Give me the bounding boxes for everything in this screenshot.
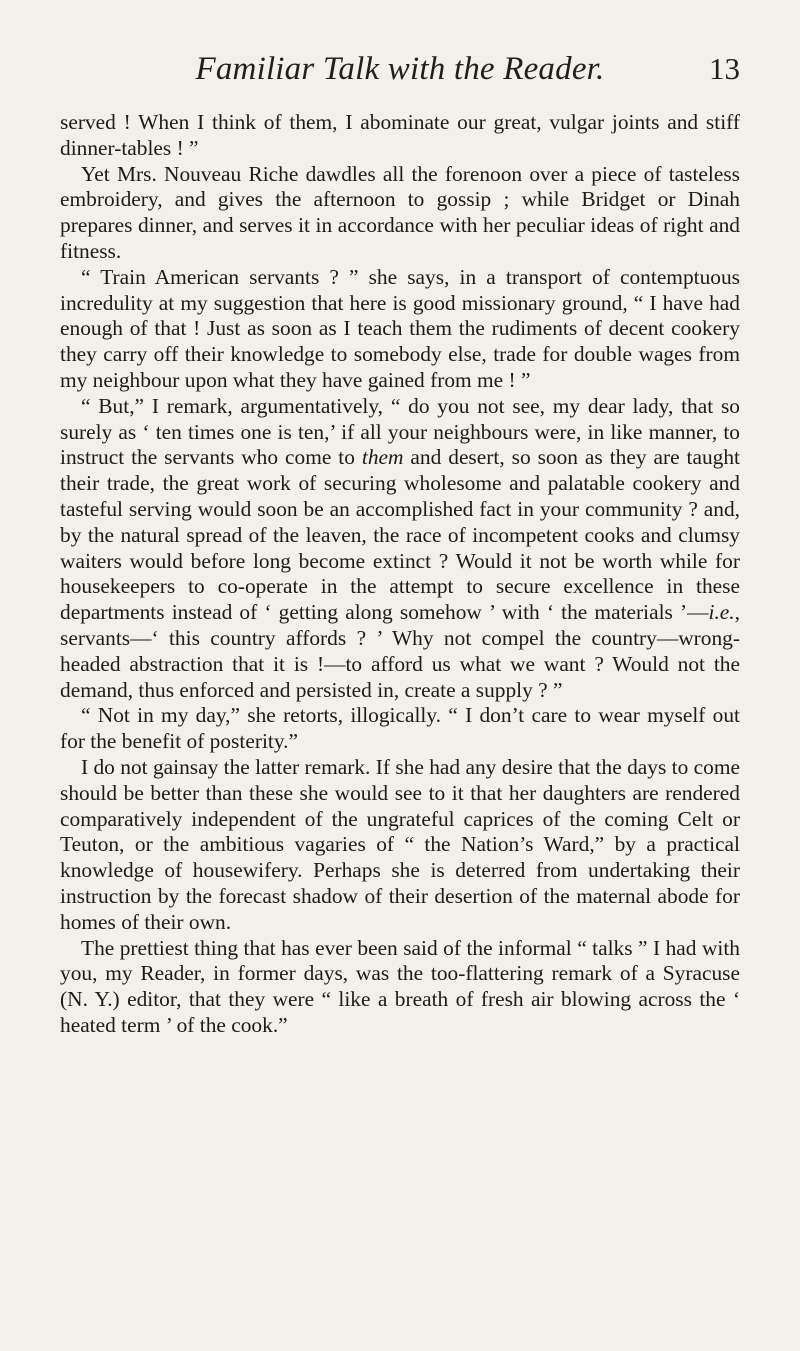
paragraph [60,162,740,265]
paragraph [60,110,740,162]
text-segment: and desert, so soon as they are taught their trade, the great work of securing wholesome and palatable cookery and tasteful serving would soon be an accomplished fact in your community ? and, by the natural spread of the leaven, the race of incompetent cooks and clumsy waiters would before long become extinct ? Would it not be worth while for housekeepers to co-operate in the attempt to secure excellence in these departments instead of ‘ getting along somehow ’ with ‘ the materials ’— [60,445,740,625]
text-segment: “ Not in my day,” she retorts, illogically. “ I don’t care to wear myself out for the benefit of posterity.” [60,703,740,754]
text-segment: The prettiest thing that has ever been said of the informal “ talks ” I had with you, my Reader, in former days, was the too-flattering remark of a Syracuse (N. Y.) editor, that they were “ like a breath of fresh air blowing across the ‘ heated term ’ of the cook.” [60,935,740,1037]
text-segment: , servants—‘ this country affords ? ’ Why not compel the country—wrong-headed abstraction that it is !—to afford us what we want ? Would not the demand, thus enforced and persisted in, create a supply ? ” [60,600,740,702]
paragraph [60,703,740,755]
text-segment: Yet Mrs. Nouveau Riche dawdles all the forenoon over a piece of tasteless embroidery, and gives the afternoon to gossip ; while Bridget or Dinah prepares dinner, and serves it in accordance with her peculiar ideas of right and fitness. [60,161,740,263]
running-title: Familiar Talk with the Reader. [195,51,605,87]
body-text [60,110,740,1039]
text-segment: I do not gainsay the latter remark. If she had any desire that the days to come should be better than these she would see to it that her daughters are rendered comparatively independent of the ungrateful caprices of the coming Celt or Teuton, or the ambitious vagaries of “ the Nation’s Ward,” by a practical knowledge of housewifery. Perhaps she is deterred from undertaking their instruction by the forecast shadow of their desertion of the maternal abode for homes of their own. [60,754,740,934]
italic-text: i.e. [708,600,735,625]
paragraph [60,755,740,936]
paragraph [60,394,740,704]
text-segment: “ Train American servants ? ” she says, in a transport of contemptuous incredulity at my suggestion that here is good missionary ground, “ I have had enough of that ! Just as soon as I teach them the rudiments of decent cookery they carry off their knowledge to somebody else, trade for double wages from my neighbour upon what they have gained from me ! ” [60,264,740,392]
page-number: 13 [709,51,740,86]
text-segment: served ! When I think of them, I abominate our great, vulgar joints and stiff dinner-tables ! ” [60,110,740,160]
running-head [60,44,740,94]
text-segment: “ But,” I remark, argumentatively, “ do you not see, my dear lady, that so surely as ‘ ten times one is ten,’ if all your neighbours were, in like manner, to instruct the servants who come to [60,393,740,470]
italic-text: them [361,445,404,470]
paragraph [60,265,740,394]
paragraph [60,936,740,1039]
